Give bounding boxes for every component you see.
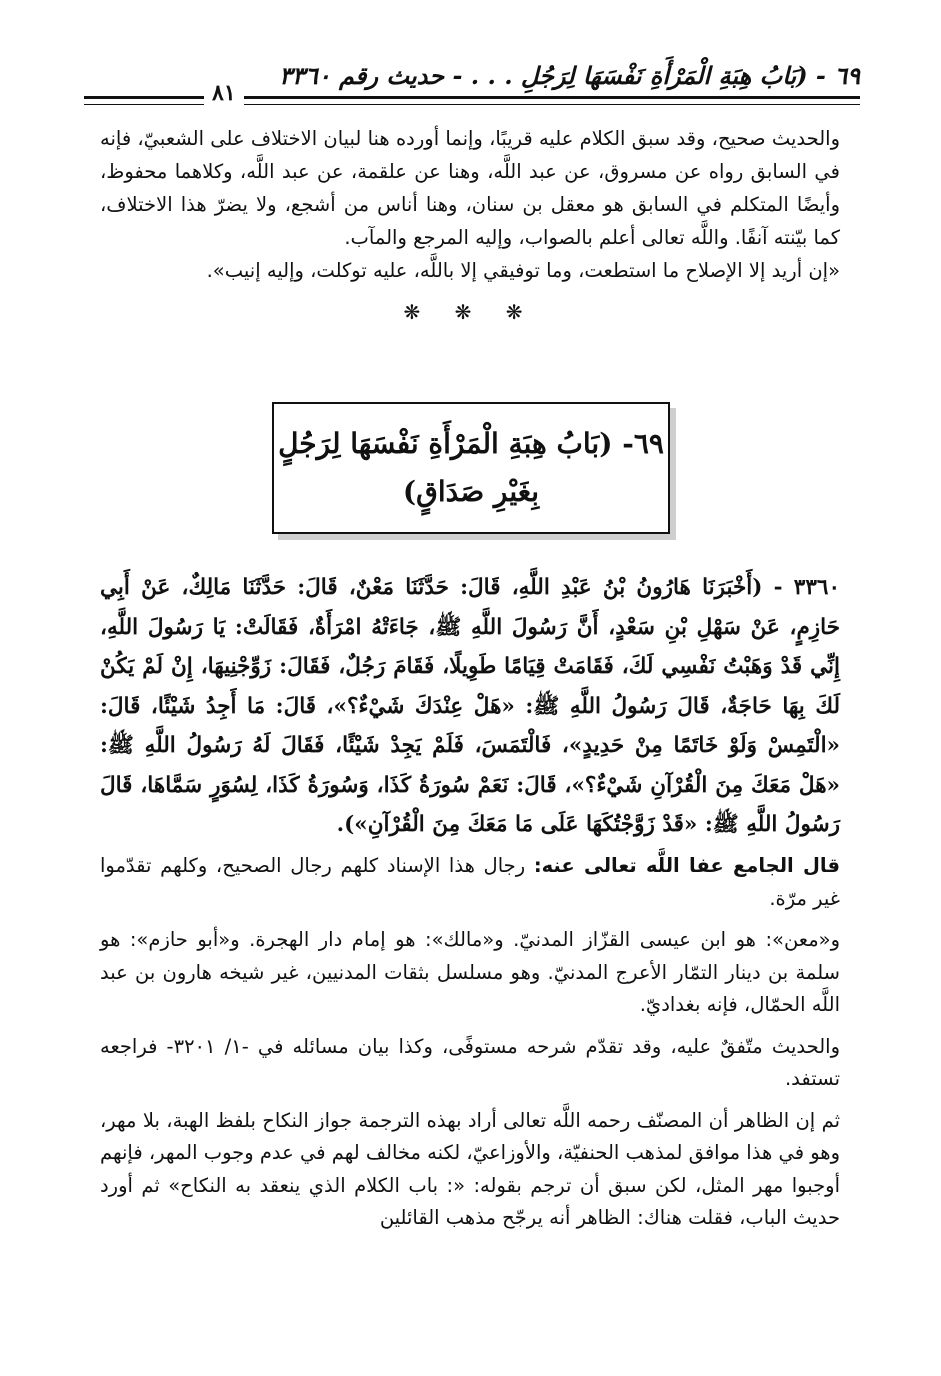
commentary-lead: قال الجامع عفا اللَّه تعالى عنه: (533, 854, 840, 877)
header-rule-thin (84, 104, 860, 105)
intro-paragraph: والحديث صحيح، وقد سبق الكلام عليه قريبًا، وإنما أورده هنا لبيان الاختلاف على الشعبيّ، فإنه في السابق رواه عن مسروق، عن عبد اللَّه، وهنا عن علقمة، عن عبد اللَّه، وكلاهما محفوظ، وأيضًا المتكلم في السابق هو معقل بن سنان، وهنا أناس من أشجع، ولا يضرّ هذا الاختلاف، كما بيّنته آنفًا. واللَّه تعالى أعلم بالصواب، وإليه المرجع والمآب. (100, 127, 840, 249)
intro-text (100, 122, 840, 327)
running-header (84, 58, 860, 108)
page-number: ٨١ (204, 78, 244, 108)
chapter-title-box (272, 402, 670, 534)
commentary-text: رجال هذا الإسناد كلهم رجال الصحيح، وكلهم تقدّموا غير مرّة. (100, 854, 840, 910)
hadith-text: ٣٣٦٠ - (أَخْبَرَنَا هَارُونُ بْنُ عَبْدِ اللَّهِ، قَالَ: حَدَّثَنَا مَعْنٌ، قَالَ: حَدَّثَنَا مَالِكٌ، عَنْ أَبِي حَازِمٍ، عَنْ سَهْلِ بْنِ سَعْدٍ، أَنَّ رَسُولَ اللَّهِ ﷺ، جَاءَتْهُ امْرَأَةٌ، فَقَالَتْ: يَا رَسُولَ اللَّهِ، إِنِّي قَدْ وَهَبْتُ نَفْسِي لَكَ، فَقَامَتْ قِيَامًا طَوِيلًا، فَقَامَ رَجُلٌ، فَقَالَ: زَوِّجْنِيهَا، إِنْ لَمْ يَكُنْ لَكَ بِهَا حَاجَةٌ، قَالَ رَسُولُ اللَّهِ ﷺ: «هَلْ عِنْدَكَ شَيْءٌ؟»، قَالَ: مَا أَجِدُ شَيْئًا، قَالَ: «الْتَمِسْ وَلَوْ خَاتَمًا مِنْ حَدِيدٍ»، فَالْتَمَسَ، فَلَمْ يَجِدْ شَيْئًا، فَقَالَ لَهُ رَسُولُ اللَّهِ ﷺ: «هَلْ مَعَكَ مِنَ الْقُرْآنِ شَيْءٌ؟»، قَالَ: نَعَمْ سُورَةُ كَذَا، وَسُورَةُ كَذَا، لِسُوَرٍ سَمَّاهَا، قَالَ رَسُولُ اللَّهِ ﷺ: «قَدْ زَوَّجْتُكَهَا عَلَى مَا مَعَكَ مِنَ الْقُرْآنِ»). (100, 575, 840, 837)
commentary-paragraph: و«معن»: هو ابن عيسى القزّاز المدنيّ. و«مالك»: هو إمام دار الهجرة. و«أبو حازم»: هو سلمة بن دينار التمّار الأعرج المدنيّ. وهو مسلسل بثقات المدنيين، غير شيخه هارون بن عبد اللَّه الحمّال، فإنه بغداديّ. (100, 928, 840, 1016)
commentary (100, 850, 840, 1244)
commentary-paragraph: ثم إن الظاهر أن المصنّف رحمه اللَّه تعالى أراد بهذه الترجمة جواز النكاح بلفظ الهبة، بلا مهر، وهو في هذا موافق لمذهب الحنفيّة، والأوزاعيّ، لكنه مخالف لهم في عدم وجوب المهر، فإنهم أوجبوا مهر المثل، لكن سبق أن ترجم بقوله: «: باب الكلام الذي ينعقد به النكاح» ثم أورد حديث الباب، فقلت هناك: الظاهر أنه يرجّح مذهب القائلين (100, 1108, 840, 1229)
section-separator: ❋ ❋ ❋ (403, 300, 537, 324)
commentary-paragraph (100, 850, 840, 915)
header-rule-thick (84, 96, 860, 99)
chapter-title-line: ٦٩- (بَابُ هِبَةِ الْمَرْأَةِ نَفْسَهَا لِرَجُلٍ (278, 427, 664, 460)
header-title: ٦٩ - (بَابُ هِبَةِ الْمَرْأَةِ نَفْسَهَا لِرَجُلِ . . . - حديث رقم ٣٣٦٠ (279, 61, 860, 90)
intro-paragraph: «إن أريد إلا الإصلاح ما استطعت، وما توفيقي إلا باللَّه، عليه توكلت، وإليه إنيب». (206, 259, 840, 282)
commentary-paragraph: والحديث متّفقٌ عليه، وقد تقدّم شرحه مستوفًى، وكذا بيان مسائله في -١/ ٣٢٠١- فراجعه تستفد. (100, 1034, 840, 1090)
chapter-title-line: بِغَيْرِ صَدَاقٍ) (402, 475, 540, 508)
